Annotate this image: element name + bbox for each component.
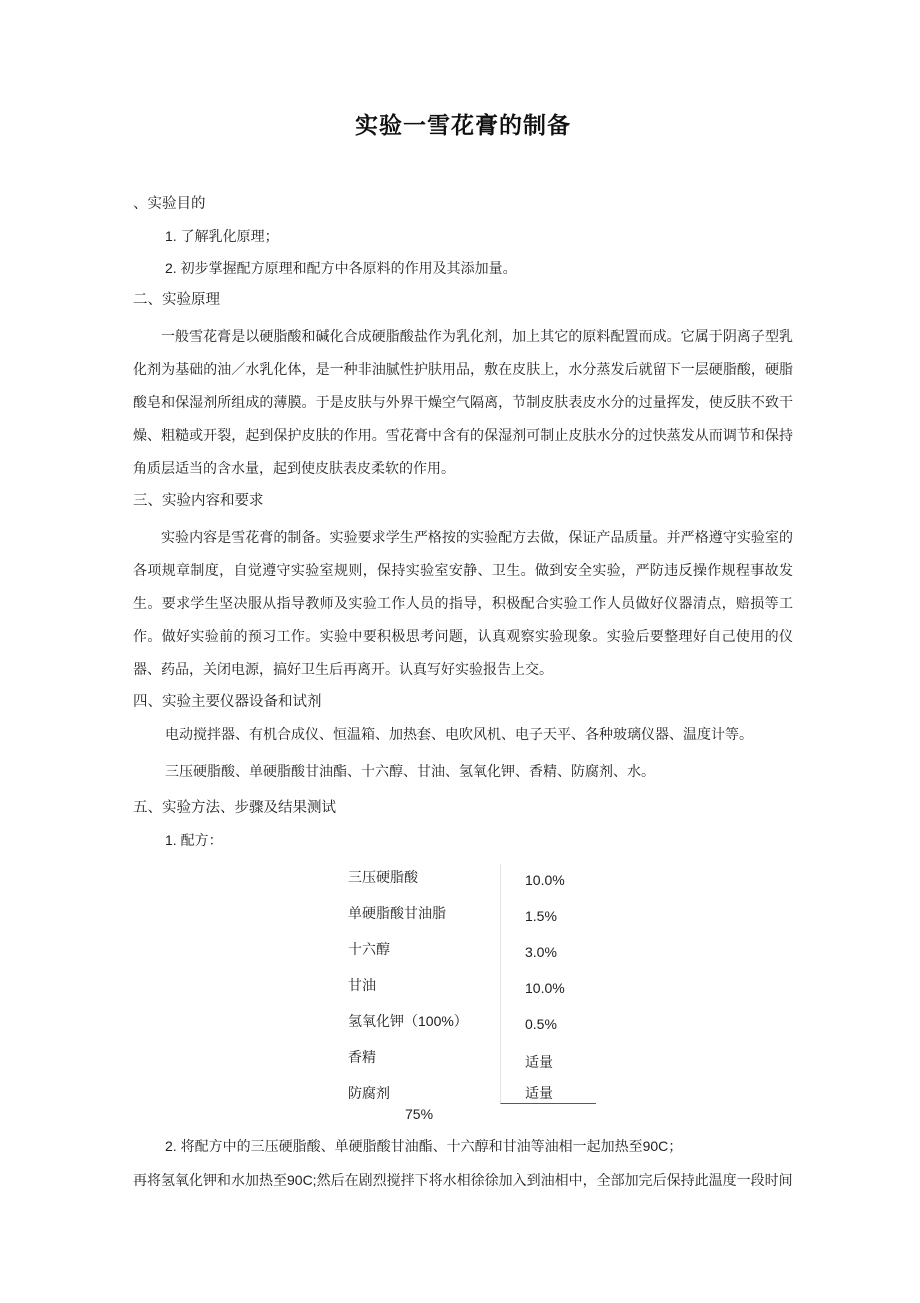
formula-row xyxy=(348,900,610,936)
section-heading-principle: 二、实验原理 xyxy=(133,292,220,308)
step-1-label: 1. 配方： xyxy=(165,832,223,848)
instruments-line: 电动搅拌器、有机合成仪、恒温箱、加热套、电吹风机、电子天平、各种玻璃仪器、温度计等。 xyxy=(165,726,753,742)
water-percent-note: 75% xyxy=(405,1106,434,1122)
formula-row xyxy=(348,864,610,900)
step-2-line: 2. 将配方中的三压硬脂酸、单硬脂酸甘油酯、十六醇和甘油等油相一起加热至90C； xyxy=(165,1138,683,1154)
formula-row xyxy=(348,972,610,1008)
formula-amount: 1.5% xyxy=(500,900,596,936)
formula-ingredient: 三压硬脂酸 xyxy=(348,869,418,885)
formula-ingredient: 甘油 xyxy=(348,977,376,993)
formula-amount: 10.0% xyxy=(500,864,596,900)
formula-amount: 适量 xyxy=(500,1044,596,1080)
goal-item-1: 1. 了解乳化原理； xyxy=(165,228,279,244)
formula-table xyxy=(348,864,610,1104)
formula-amount: 适量 xyxy=(500,1080,596,1104)
formula-ingredient: 香精 xyxy=(348,1049,376,1065)
section-heading-method: 五、实验方法、步骤及结果测试 xyxy=(133,800,336,816)
formula-ingredient: 氢氧化钾（100%） xyxy=(348,1013,468,1029)
section-heading-goal: 、实验目的 xyxy=(133,196,206,212)
step-2-continuation: 再将氢氧化钾和水加热至90C;然后在剧烈搅拌下将水相徐徐加入到油相中，全部加完后保持此温度一段时间 xyxy=(133,1172,793,1188)
formula-ingredient: 防腐剂 xyxy=(348,1085,390,1101)
formula-ingredient: 十六醇 xyxy=(348,941,390,957)
section-heading-content: 三、实验内容和要求 xyxy=(133,493,264,509)
formula-row xyxy=(348,936,610,972)
section-heading-equipment: 四、实验主要仪器设备和试剂 xyxy=(133,694,322,710)
formula-amount: 10.0% xyxy=(500,972,596,1008)
formula-row xyxy=(348,1008,610,1044)
principle-paragraph: 一般雪花膏是以硬脂酸和碱化合成硬脂酸盐作为乳化剂，加上其它的原料配置而成。它属于阴离子型乳化剂为基础的油／水乳化体，是一种非油腻性护肤用品，敷在皮肤上，水分蒸发后就留下一层硬脂酸，硬脂酸皂和保湿剂所组成的薄膜。于是皮肤与外界干燥空气隔离，节制皮肤表皮水分的过量挥发，使反肤不致干燥、粗糙或开裂，起到保护皮肤的作用。雪花膏中含有的保湿剂可制止皮肤水分的过快蒸发从而调节和保持角质层适当的含水量，起到使皮肤表皮柔软的作用。 xyxy=(133,328,793,476)
formula-row xyxy=(348,1044,610,1080)
formula-ingredient: 单硬脂酸甘油脂 xyxy=(348,905,446,921)
content-paragraph: 实验内容是雪花膏的制备。实验要求学生严格按的实验配方去做，保证产品质量。并严格遵守实验室的各项规章制度，自觉遵守实验室规则，保持实验室安静、卫生。做到安全实验，严防违反操作规程事故发生。要求学生坚决服从指导教师及实验工作人员的指导，积极配合实验工作人员做好仪器清点，赔损等工作。做好实验前的预习工作。实验中要积极思考问题，认真观察实验现象。实验后要整理好自己使用的仪器、药品，关闭电源，搞好卫生后再离开。认真写好实验报告上交。 xyxy=(133,529,793,677)
formula-row xyxy=(348,1080,610,1104)
document-title: 实验一雪花膏的制备 xyxy=(355,112,571,138)
goal-item-2: 2. 初步掌握配方原理和配方中各原料的作用及其添加量。 xyxy=(165,260,517,276)
formula-amount: 0.5% xyxy=(500,1008,596,1044)
formula-amount: 3.0% xyxy=(500,936,596,972)
reagents-line: 三压硬脂酸、单硬脂酸甘油酯、十六醇、甘油、氢氧化钾、香精、防腐剂、水。 xyxy=(165,763,655,779)
